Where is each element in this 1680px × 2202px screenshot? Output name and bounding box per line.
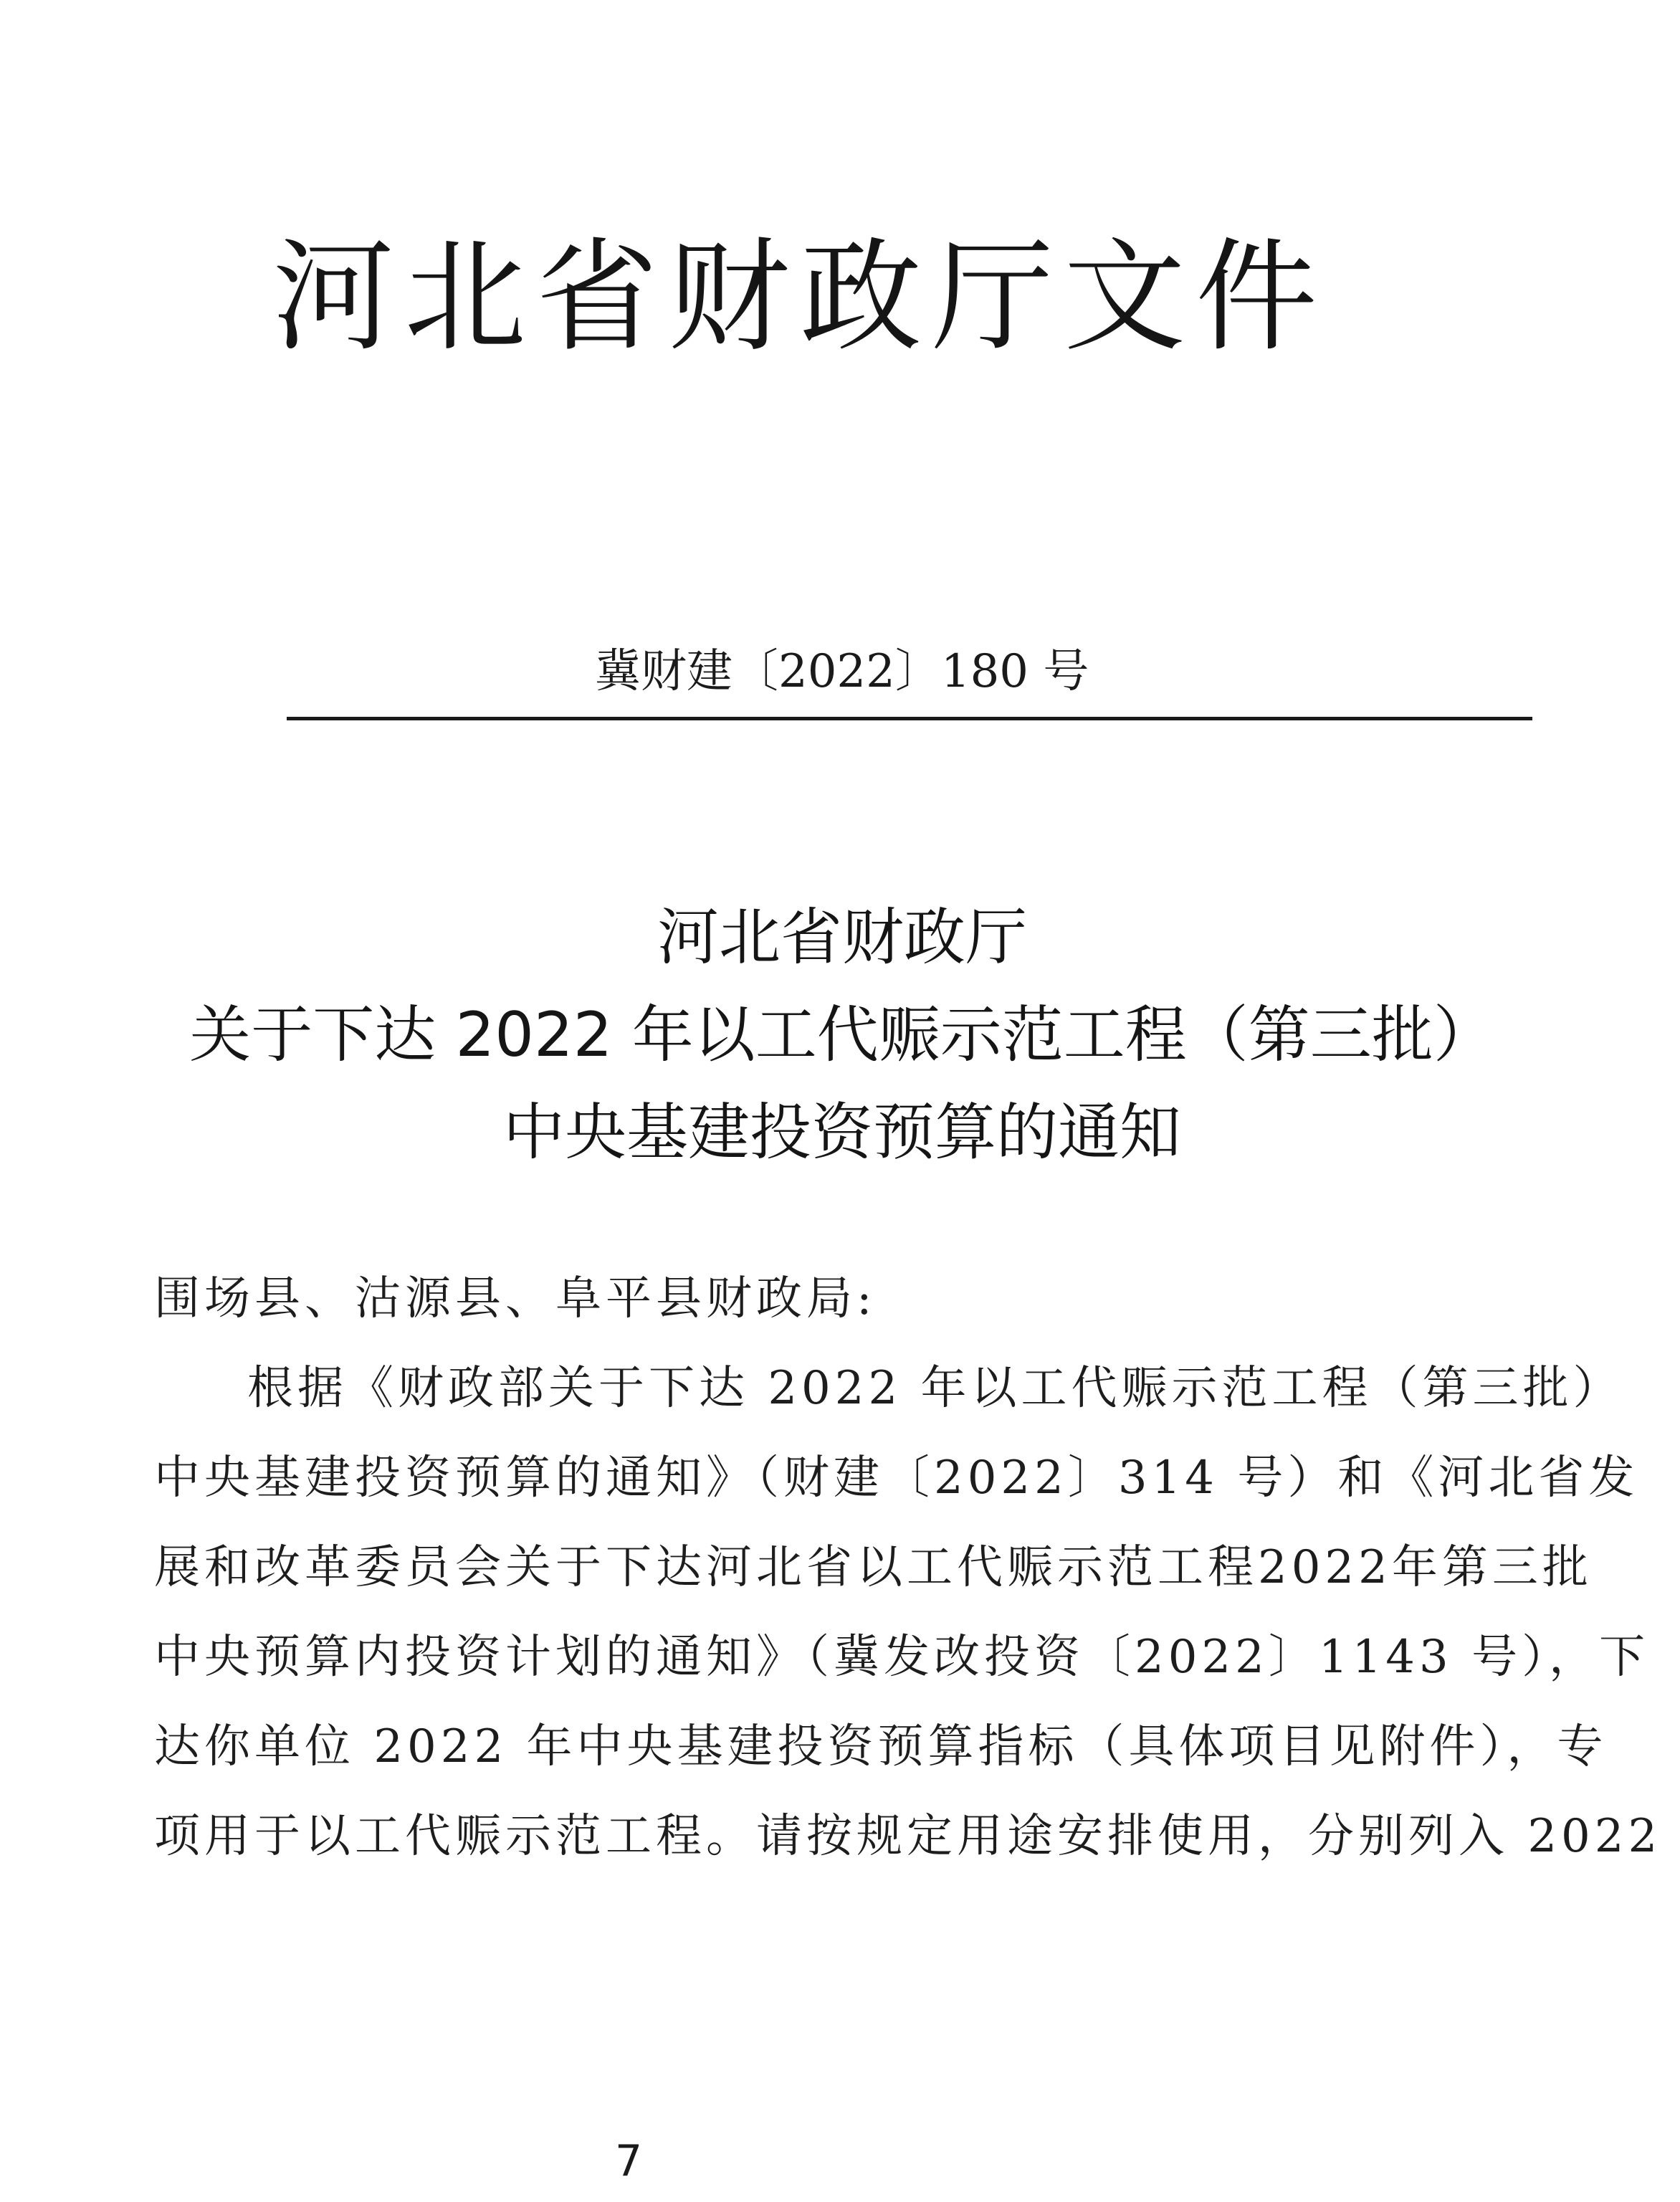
addressee-line: 围场县、沽源县、阜平县财政局: <box>154 1272 877 1325</box>
notice-title-line-3: 中央基建投资预算的通知 <box>503 1097 1181 1168</box>
paragraph-line: 项用于以工代赈示范工程。请按规定用途安排使用，分别列入 2022 <box>154 1810 1662 1863</box>
paragraph-line: 根据《财政部关于下达 2022 年以工代赈示范工程（第三批） <box>247 1362 1623 1415</box>
header-divider-line <box>287 717 1532 720</box>
paragraph-line: 中央预算内投资计划的通知》（冀发改投资〔2022〕1143 号），下 <box>154 1631 1650 1684</box>
notice-title-line-2: 关于下达 2022 年以工代赈示范工程（第三批） <box>189 999 1495 1071</box>
document-header-title: 河北省财政厅文件 <box>272 227 1328 368</box>
paragraph-line: 展和改革委员会关于下达河北省以工代赈示范工程2022年第三批 <box>154 1541 1593 1594</box>
paragraph-line: 达你单位 2022 年中央基建投资预算指标（具体项目见附件），专 <box>154 1720 1608 1773</box>
document-number: 冀财建〔2022〕180 号 <box>595 645 1089 698</box>
notice-title-line-1: 河北省财政厅 <box>657 902 1027 973</box>
paragraph-line: 中央基建投资预算的通知》（财建〔2022〕314 号）和《河北省发 <box>154 1452 1639 1505</box>
notice-title <box>108 889 1577 1181</box>
page-mark: 7 <box>615 2136 643 2186</box>
